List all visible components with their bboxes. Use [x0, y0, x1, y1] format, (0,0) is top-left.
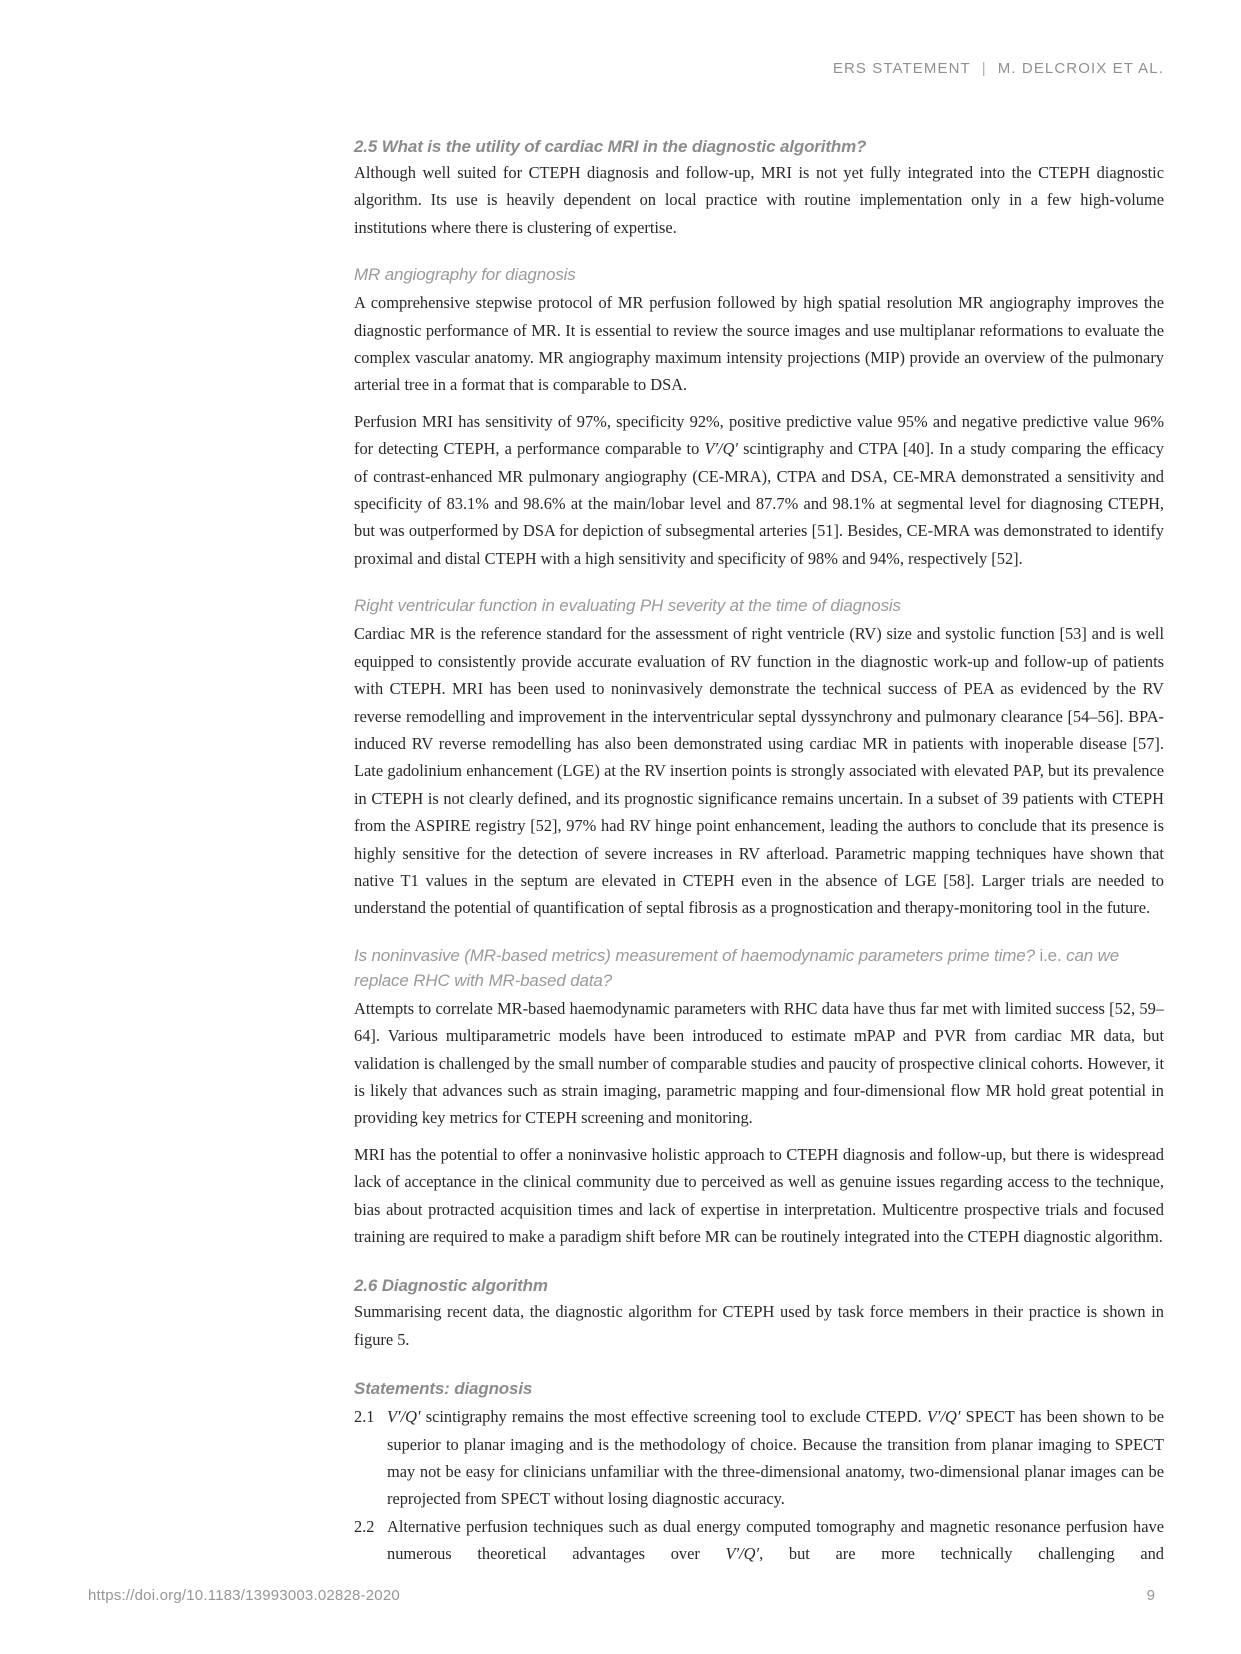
journal-section-label: ERS STATEMENT	[832, 60, 971, 77]
subheading-noninvasive-metrics: Is noninvasive (MR-based metrics) measurement of haemodynamic parameters prime time? i.e. can we replace RHC with MR-based data?	[354, 945, 1120, 990]
section-heading-statements-diagnosis: Statements: diagnosis	[354, 1379, 533, 1399]
paragraph: Cardiac MR is the reference standard for the assessment of right ventricle (RV) size and systolic function [53] and is well equipped to consistently provide accurate evaluation of RV function in the diagnostic work-up and follow-up of patients with CTEPH. MRI has been used to noninvasively demonstrate the technical success of PEA as evidenced by the RV reverse remodelling and improvement in the interventricular septal dyssynchrony and pulmonary clearance [54–56]. BPA-induced RV reverse remodelling has also been demonstrated using cardiac MR in patients with inoperable disease [57]. Late gadolinium enhancement (LGE) at the RV insertion points is strongly associated with elevated PAP, but its prevalence in CTEPH is not clearly defined, and its prognostic significance remains uncertain. In a subset of 39 patients with CTEPH from the ASPIRE registry [52], 97% had RV hinge point enhancement, leading the authors to conclude that its presence is highly sensitive for the detection of severe increases in RV afterload. Parametric mapping techniques have shown that native T1 values in the septum are elevated in CTEPH even in the absence of LGE [58]. Larger trials are needed to understand the potential of quantification of septal fibrosis as a prognostication and therapy-monitoring tool in the future.	[354, 624, 1164, 918]
subheading-rv-function: Right ventricular function in evaluating PH severity at the time of diagnosis	[354, 596, 901, 616]
statements-list	[354, 1403, 1164, 1567]
subheading-mr-angiography: MR angiography for diagnosis	[354, 265, 576, 285]
page-number: 9	[1146, 1587, 1155, 1604]
doi-link[interactable]: https://doi.org/10.1183/13993003.02828-2020	[88, 1587, 400, 1604]
paragraph: A comprehensive stepwise protocol of MR perfusion followed by high spatial resolution MR angiography improves the diagnostic performance of MR. It is essential to review the source images and use multiplanar reformations to evaluate the complex vascular anatomy. MR angiography maximum intensity projections (MIP) provide an overview of the pulmonary arterial tree in a format that is comparable to DSA.	[354, 293, 1164, 395]
statement-item-2-2	[354, 1513, 1164, 1568]
section-heading-2-6: 2.6 Diagnostic algorithm	[354, 1276, 548, 1296]
separator-bar: |	[981, 60, 987, 77]
article-body	[354, 135, 1164, 1568]
section-heading-2-5: 2.5 What is the utility of cardiac MRI in the diagnostic algorithm?	[354, 137, 867, 156]
statement-number: 2.2	[354, 1516, 375, 1536]
running-head	[833, 60, 1164, 77]
paragraph: Although well suited for CTEPH diagnosis and follow-up, MRI is not yet fully integrated into the CTEPH diagnostic algorithm. Its use is heavily dependent on local practice with routine implementation only in a few high-volume institutions where there is clustering of expertise.	[354, 163, 1164, 237]
authors-label: M. DELCROIX ET AL.	[997, 60, 1164, 77]
statement-text: V′/Q′ scintigraphy remains the most effective screening tool to exclude CTEPD. V′/Q′ SPECT has been shown to be superior to planar imaging and is the methodology of choice. Because the transition from planar imaging to SPECT may not be easy for clinicians unfamiliar with the three-dimensional anatomy, two-dimensional planar images can be reprojected from SPECT without losing diagnostic accuracy.	[387, 1407, 1164, 1509]
paragraph: MRI has the potential to offer a noninvasive holistic approach to CTEPH diagnosis and follow-up, but there is widespread lack of acceptance in the clinical community due to perceived as well as genuine issues regarding access to the technique, bias about protracted acquisition times and lack of expertise in interpretation. Multicentre prospective trials and focused training are required to make a paradigm shift before MR can be routinely integrated into the CTEPH diagnostic algorithm.	[354, 1144, 1164, 1246]
paragraph: Summarising recent data, the diagnostic algorithm for CTEPH used by task force members in their practice is shown in figure 5.	[354, 1302, 1164, 1349]
statement-text: Alternative perfusion techniques such as dual energy computed tomography and magnetic resonance perfusion have numerous theoretical advantages over V′/Q′, but are more technically challenging and	[387, 1516, 1164, 1564]
statement-number: 2.1	[354, 1407, 375, 1427]
paragraph: Perfusion MRI has sensitivity of 97%, specificity 92%, positive predictive value 95% and negative predictive value 96% for detecting CTEPH, a performance comparable to V′/Q′ scintigraphy and CTPA [40]. In a study comparing the efficacy of contrast-enhanced MR pulmonary angiography (CE-MRA), CTPA and DSA, CE-MRA demonstrated a sensitivity and specificity of 83.1% and 98.6% at the main/lobar level and 87.7% and 98.1% at segmental level for diagnosing CTEPH, but was outperformed by DSA for depiction of subsegmental arteries [51]. Besides, CE-MRA was demonstrated to identify proximal and distal CTEPH with a high sensitivity and specificity of 98% and 94%, respectively [52].	[354, 411, 1165, 568]
statement-item-2-1	[354, 1403, 1164, 1513]
paragraph: Attempts to correlate MR-based haemodynamic parameters with RHC data have thus far met with limited success [52, 59–64]. Various multiparametric models have been introduced to estimate mPAP and PVR from cardiac MR data, but validation is challenged by the small number of comparable studies and paucity of prospective clinical cohorts. However, it is likely that advances such as strain imaging, parametric mapping and four-dimensional flow MR hold great potential in providing key metrics for CTEPH screening and monitoring.	[354, 998, 1164, 1128]
